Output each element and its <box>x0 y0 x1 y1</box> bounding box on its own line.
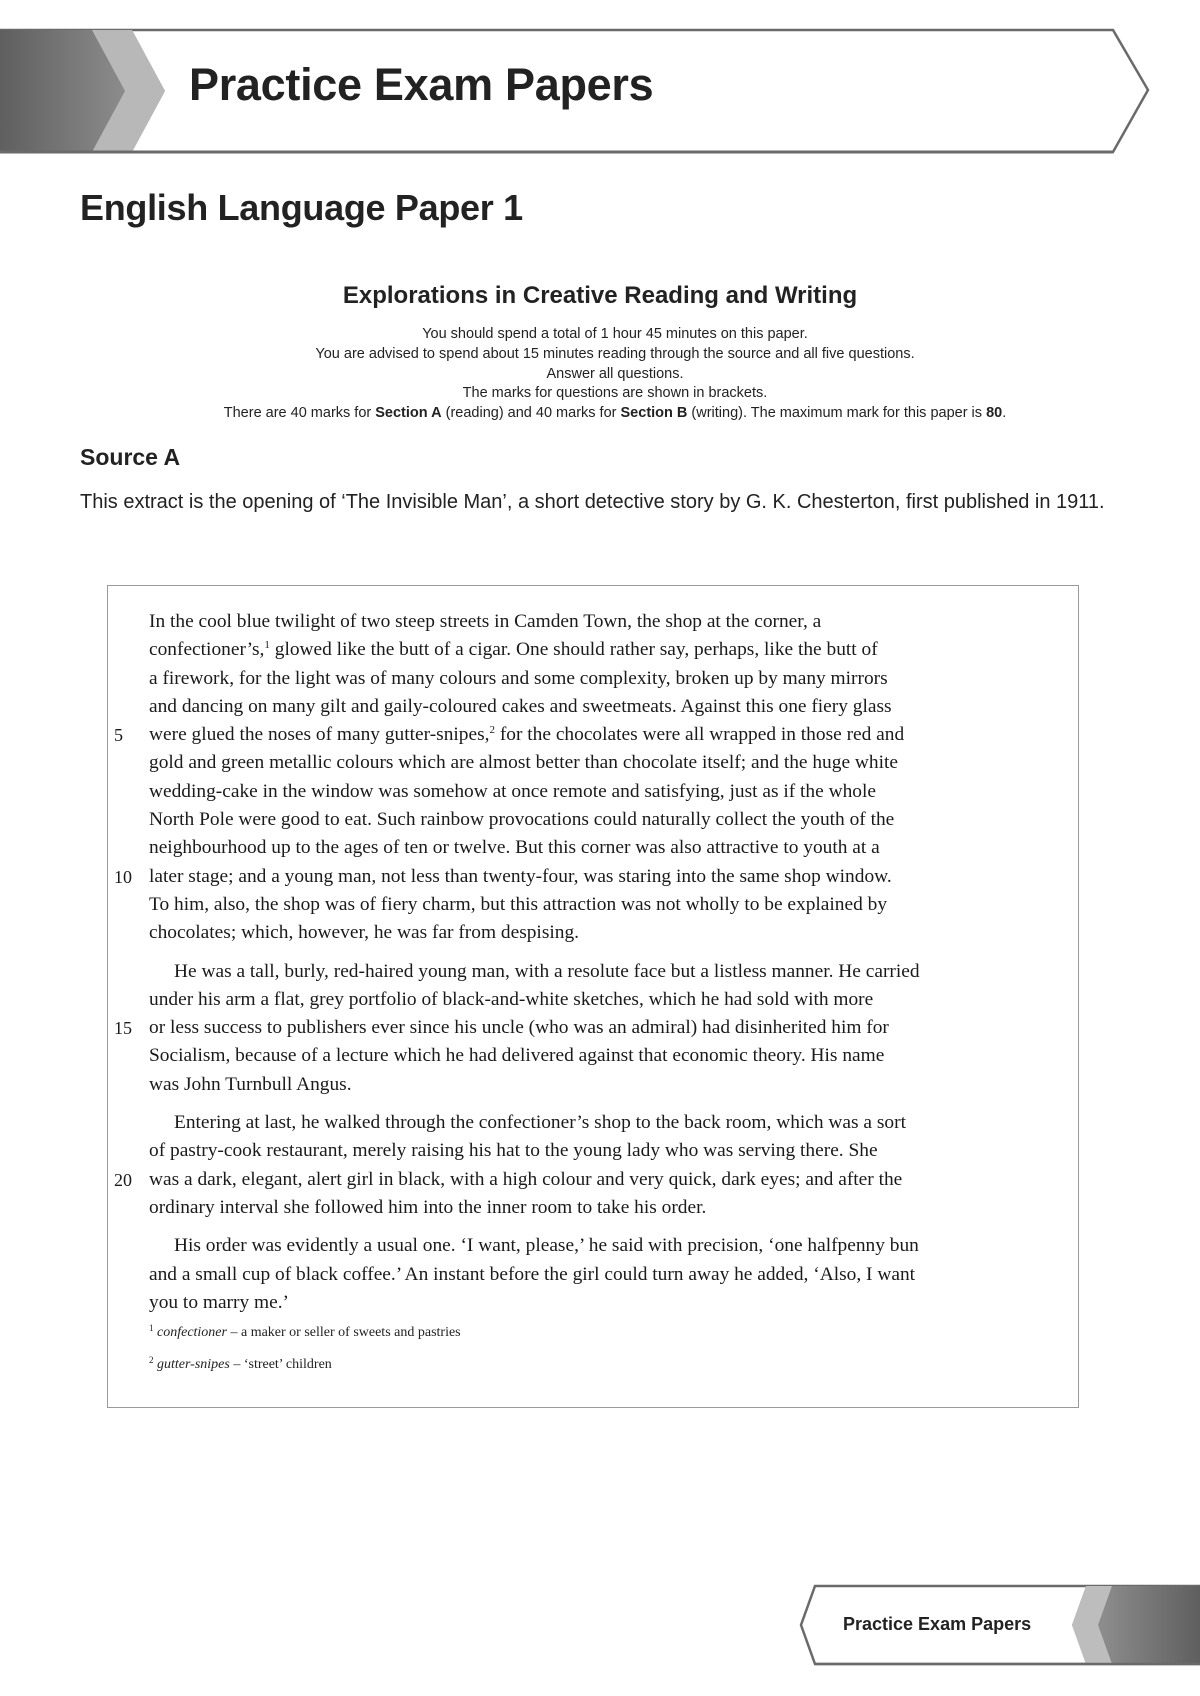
instruction-text: There are 40 marks for <box>223 405 376 422</box>
extract-line: ordinary interval she followed him into the inner room to take his order. <box>149 1196 707 1218</box>
footnote-term: gutter-snipes <box>157 1357 230 1373</box>
line-text: confectioner’s, <box>149 639 265 661</box>
extract-text <box>114 608 1079 1386</box>
footnote <box>149 1322 1079 1354</box>
instruction-text: (reading) and 40 marks for <box>441 405 621 422</box>
extract-line <box>149 636 1079 664</box>
section-a-label: Section A <box>375 405 442 422</box>
extract-line: To him, also, the shop was of fiery charm, but this attraction was not wholly to be explained by <box>149 893 888 915</box>
header-banner <box>0 0 1200 160</box>
footnote-number: 2 <box>149 1355 154 1366</box>
instruction-line-marks <box>80 404 1150 424</box>
max-mark-value: 80 <box>986 405 1003 422</box>
extract-line: He was a tall, burly, red-haired young man, with a resolute face but a listless manner. He carried <box>174 960 920 982</box>
instruction-text: (writing). The maximum mark for this paper is <box>687 405 987 422</box>
line-number: 15 <box>114 1018 132 1039</box>
extract-line: of pastry-cook restaurant, merely raising his hat to the young lady who was serving there. She <box>149 1140 878 1162</box>
extract-line: gold and green metallic colours which are almost better than chocolate itself; and the huge white <box>149 752 898 774</box>
extract-line: was John Turnbull Angus. <box>149 1073 352 1095</box>
extract-line: North Pole were good to eat. Such rainbow provocations could naturally collect the youth of the <box>149 809 895 831</box>
extract-line <box>114 863 1079 891</box>
extract-line: and a small cup of black coffee.’ An instant before the girl could turn away he added, ‘Also, I want <box>149 1263 916 1285</box>
footnotes <box>149 1322 1079 1386</box>
line-text: was a dark, elegant, alert girl in black, with a high colour and very quick, dark eyes; and after the <box>149 1168 903 1190</box>
extract-paragraph <box>114 608 1079 948</box>
extract-line: wedding-cake in the window was somehow at once remote and satisfying, just as if the whole <box>149 780 876 802</box>
extract-line: neighbourhood up to the ages of ten or twelve. But this corner was also attractive to youth at a <box>149 837 880 859</box>
extract-line: and dancing on many gilt and gaily-coloured cakes and sweetmeats. Against this one fiery glass <box>149 695 892 717</box>
instruction-line: Answer all questions. <box>546 365 684 382</box>
extract-line: you to marry me.’ <box>149 1291 290 1313</box>
extract-line: In the cool blue twilight of two steep streets in Camden Town, the shop at the corner, a <box>149 611 822 632</box>
section-b-label: Section B <box>620 405 688 422</box>
source-intro: This extract is the opening of ‘The Invisible Man’, a short detective story by G. K. Chesterton, first published in 1911. <box>80 491 1105 513</box>
footnote-term: confectioner <box>157 1325 227 1341</box>
line-text: later stage; and a young man, not less than twenty-four, was staring into the same shop window. <box>149 865 892 887</box>
footer-label: Practice Exam Papers <box>843 1614 1032 1634</box>
instruction-line: You are advised to spend about 15 minutes reading through the source and all five questions. <box>315 345 915 362</box>
instruction-line: You should spend a total of 1 hour 45 minutes on this paper. <box>422 326 808 342</box>
line-text: glowed like the butt of a cigar. One should rather say, perhaps, like the butt of <box>269 639 878 661</box>
extract-paragraph <box>114 958 1079 1099</box>
extract-line: chocolates; which, however, he was far from despising. <box>149 922 579 944</box>
footnote <box>149 1354 1079 1386</box>
extract-line <box>114 1166 1079 1194</box>
footnote-marker: 1 <box>264 639 270 652</box>
exam-instructions <box>80 325 1150 424</box>
footnote-marker: 2 <box>489 724 495 737</box>
footnote-number: 1 <box>149 1323 154 1334</box>
line-text: were glued the noses of many gutter-snipes, <box>149 724 490 746</box>
line-text: or less success to publishers ever since his uncle (who was an admiral) had disinherited him for <box>149 1017 889 1039</box>
footnote-definition: – ‘street’ children <box>229 1357 332 1373</box>
line-text: for the chocolates were all wrapped in those red and <box>494 724 905 746</box>
line-number: 10 <box>114 866 132 887</box>
footnote-definition: – a maker or seller of sweets and pastries <box>226 1325 461 1341</box>
footer-tab <box>795 1582 1200 1668</box>
instruction-text: . <box>1002 405 1007 422</box>
line-number: 5 <box>114 725 123 746</box>
source-label: Source A <box>80 444 181 470</box>
extract-line: a firework, for the light was of many colours and some complexity, broken up by many mirrors <box>149 667 888 689</box>
instruction-line: The marks for questions are shown in brackets. <box>462 385 768 402</box>
extract-line <box>114 1014 1079 1042</box>
paper-subheading: Explorations in Creative Reading and Writing <box>342 282 858 309</box>
extract-line: under his arm a flat, grey portfolio of black-and-white sketches, which he had sold with more <box>149 988 874 1010</box>
line-number: 20 <box>114 1169 132 1190</box>
extract-line: Entering at last, he walked through the confectioner’s shop to the back room, which was a sort <box>174 1112 906 1134</box>
extract-line: His order was evidently a usual one. ‘I want, please,’ he said with precision, ‘one halfpenny bun <box>174 1235 919 1257</box>
paper-title: English Language Paper 1 <box>80 187 523 228</box>
extract-line: Socialism, because of a lecture which he had delivered against that economic theory. His name <box>149 1045 885 1067</box>
extract-line <box>114 721 1079 749</box>
banner-title: Practice Exam Papers <box>189 59 654 110</box>
extract-paragraph <box>114 1109 1079 1222</box>
extract-paragraph <box>149 1232 1079 1317</box>
